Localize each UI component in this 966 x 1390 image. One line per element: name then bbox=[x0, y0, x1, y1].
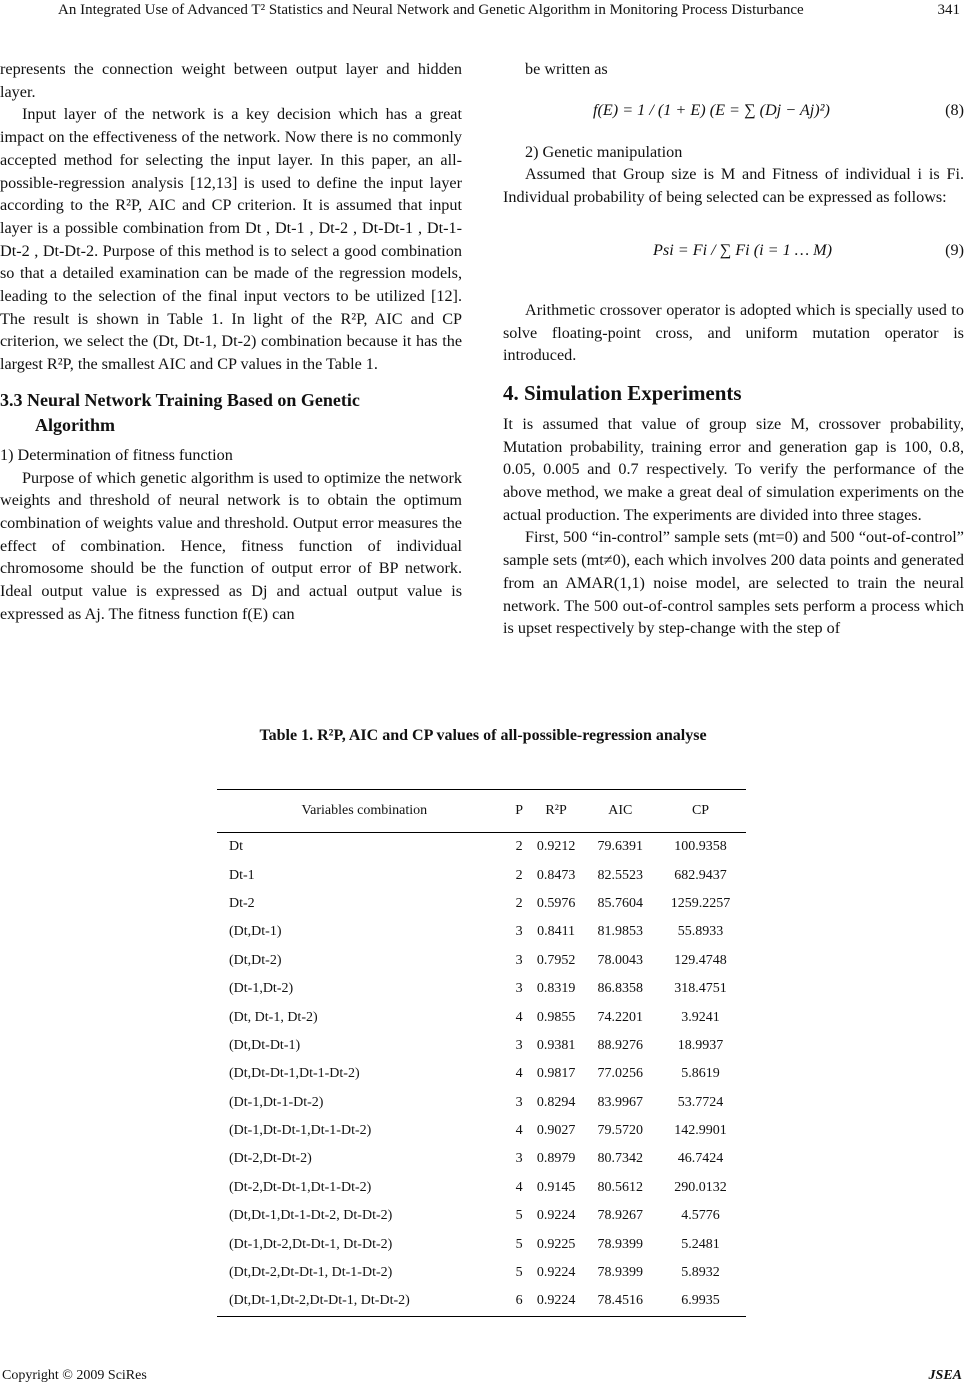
paragraph: Purpose of which genetic algorithm is used to optimize the network weights and threshold of neural network is to obtain the optimum combination of weights value and threshold. Output error measures the effect of combination. Hence, fitness function of individual chromosome should be the function of output error of BP network. Ideal output value is expressed as Dj and actual output value is expressed as Aj. The fitness function f(E) can bbox=[0, 468, 462, 623]
table-cell: (Dt,Dt-1,Dt-2,Dt-Dt-1, Dt-Dt-2) bbox=[217, 1287, 512, 1316]
table-cell: 46.7424 bbox=[677, 1151, 724, 1167]
table-cell: 0.9817 bbox=[536, 1066, 576, 1082]
regression-table bbox=[217, 789, 746, 1317]
table-row bbox=[217, 1089, 746, 1117]
section-heading-line1: 3.3 Neural Network Training Based on Genetic bbox=[0, 389, 360, 410]
table-cell: 79.5720 bbox=[597, 1123, 644, 1139]
table-cell: 81.9853 bbox=[597, 924, 644, 940]
table-cell: (Dt,Dt-Dt-1) bbox=[229, 1037, 301, 1053]
equation-9-number: (9) bbox=[945, 240, 964, 259]
table-cell: (Dt-1,Dt-Dt-1,Dt-1-Dt-2) bbox=[229, 1123, 372, 1139]
table-cell: 74.2201 bbox=[597, 1009, 644, 1025]
table-row bbox=[217, 1145, 746, 1173]
table-cell: 2 bbox=[515, 867, 523, 883]
table-cell: 80.7342 bbox=[597, 1151, 644, 1167]
table-cell: 0.7952 bbox=[536, 952, 576, 968]
table-row bbox=[217, 1060, 746, 1088]
table-cell: (Dt,Dt-2,Dt-Dt-1, Dt-1-Dt-2) bbox=[229, 1265, 393, 1281]
table-row bbox=[217, 1259, 746, 1287]
table-cell: 2 bbox=[515, 895, 523, 911]
table-cell: 78.4516 bbox=[586, 1287, 656, 1316]
table-cell: 0.9224 bbox=[536, 1265, 576, 1281]
table-cell: (Dt,Dt-Dt-1,Dt-1-Dt-2) bbox=[229, 1066, 360, 1082]
table-cell: 0.9224 bbox=[527, 1287, 586, 1316]
table-cell: 88.9276 bbox=[597, 1037, 644, 1053]
table-cell: (Dt-1,Dt-2,Dt-Dt-1, Dt-Dt-2) bbox=[229, 1236, 393, 1252]
subsection-label: 1) Determination of fitness function bbox=[0, 445, 233, 464]
table-cell: 318.4751 bbox=[674, 981, 727, 997]
table-cell: 2 bbox=[515, 839, 523, 855]
table-cell: 4 bbox=[515, 1179, 523, 1195]
table-cell: 682.9437 bbox=[674, 867, 727, 883]
table-header-cell: P bbox=[512, 790, 527, 833]
table-cell: 78.9267 bbox=[597, 1208, 644, 1224]
table-cell: 3 bbox=[515, 952, 523, 968]
paragraph: Assumed that Group size is M and Fitness of individual i is Fi. Individual probability of being selected can be expressed as follows: bbox=[503, 165, 964, 207]
table-row bbox=[217, 861, 746, 889]
page-number: 341 bbox=[937, 2, 960, 18]
table-cell: 5.2481 bbox=[681, 1236, 720, 1252]
table-row bbox=[217, 1003, 746, 1031]
section-heading bbox=[0, 388, 462, 438]
table-cell: 86.8358 bbox=[597, 981, 644, 997]
table-row bbox=[217, 1287, 746, 1316]
table-cell: 3 bbox=[515, 981, 523, 997]
running-title: An Integrated Use of Advanced T² Statistics and Neural Network and Genetic Algorithm in Monitoring Process Disturbance bbox=[58, 2, 804, 18]
equation-9-text: Psi = Fi / ∑ Fi (i = 1 … M) bbox=[653, 240, 833, 259]
table-cell: 290.0132 bbox=[674, 1179, 727, 1195]
subsection-label: 2) Genetic manipulation bbox=[525, 142, 683, 161]
table-cell: 0.8979 bbox=[536, 1151, 576, 1167]
table-cell: 129.4748 bbox=[674, 952, 727, 968]
table-cell: 0.9145 bbox=[536, 1179, 576, 1195]
table-cell: 4 bbox=[515, 1123, 523, 1139]
paragraph: First, 500 “in-control” sample sets (mt=0) and 500 “out-of-control” sample sets (mt≠0), each which involves 200 data points and generated from an AMAR(1,1) noise model, are selected to train the neural network. The 500 out-of-control samples sets perform a process which is upset respectively by step-change with the step of bbox=[503, 528, 964, 638]
paragraph: Arithmetic crossover operator is adopted which is specially used to solve floating-point cross, and uniform mutation operator is introduced. bbox=[503, 300, 964, 365]
table-cell: 82.5523 bbox=[597, 867, 644, 883]
table-cell: 3.9241 bbox=[681, 1009, 720, 1025]
table-cell: (Dt,Dt-1) bbox=[229, 924, 282, 940]
table-cell: Dt-2 bbox=[229, 895, 255, 911]
table-cell: 1259.2257 bbox=[670, 895, 731, 911]
table-cell: 0.9027 bbox=[536, 1123, 576, 1139]
table-header-cell: CP bbox=[655, 790, 746, 833]
equation-9 bbox=[503, 209, 964, 299]
table-cell: 142.9901 bbox=[674, 1123, 727, 1139]
table-row bbox=[217, 890, 746, 918]
table-cell: 0.9225 bbox=[536, 1236, 576, 1252]
table-cell: 3 bbox=[515, 924, 523, 940]
table-cell: 0.8473 bbox=[536, 867, 576, 883]
table-header-row bbox=[217, 790, 746, 833]
table-cell: 83.9967 bbox=[597, 1094, 644, 1110]
paragraph: Input layer of the network is a key decision which has a great impact on the effectiveness of the network. Now there is no commonly accepted method for selecting the input layer. In this paper, an all-possible-regression analysis [12,13] is used to define the input layer according to the R²P, AIC and CP criterion. It is assumed that input layer is a possible combination from Dt , Dt-1 , Dt-2 , Dt-Dt-1 , Dt-1-Dt-2 , Dt-Dt-2. Purpose of this method is to select a good combination so that a detailed examination can be made of the regression models, leading to the selection of the final input vectors to be utilized [12]. The result is shown in Table 1. In light of the R²P, AIC and CP criterion, we select the (Dt, Dt-1, Dt-2) combination because it has the largest R²P, the smallest AIC and CP values in the Table 1. bbox=[0, 105, 462, 374]
equation-8 bbox=[503, 81, 964, 141]
table-row bbox=[217, 1032, 746, 1060]
table-cell: (Dt-1,Dt-1-Dt-2) bbox=[229, 1094, 324, 1110]
table-cell: 0.8411 bbox=[537, 924, 576, 940]
table-header-cell: R²P bbox=[527, 790, 586, 833]
table-cell: 5 bbox=[515, 1236, 523, 1252]
journal-name: JSEA bbox=[928, 1368, 962, 1383]
table-row bbox=[217, 1230, 746, 1258]
table-cell: 0.9224 bbox=[536, 1208, 576, 1224]
table-cell: 78.0043 bbox=[597, 952, 644, 968]
copyright: Copyright © 2009 SciRes bbox=[2, 1368, 147, 1383]
table-cell: (Dt-2,Dt-Dt-1,Dt-1-Dt-2) bbox=[229, 1179, 372, 1195]
table-cell: 3 bbox=[515, 1094, 523, 1110]
table-cell: 0.8294 bbox=[536, 1094, 576, 1110]
table-cell: 5.8932 bbox=[681, 1265, 720, 1281]
page-header bbox=[0, 0, 966, 30]
table-cell: 3 bbox=[515, 1151, 523, 1167]
table-cell: 4 bbox=[515, 1066, 523, 1082]
table-cell: 53.7724 bbox=[677, 1094, 724, 1110]
table-caption: Table 1. R²P, AIC and CP values of all-possible-regression analyse bbox=[259, 727, 707, 744]
table-cell: 5 bbox=[515, 1208, 523, 1224]
equation-8-text: f(E) = 1 / (1 + E) (E = ∑ (Dj − Aj)²) bbox=[593, 100, 830, 119]
table-cell: 0.9212 bbox=[536, 839, 576, 855]
table-cell: 0.8319 bbox=[536, 981, 576, 997]
table-row bbox=[217, 1117, 746, 1145]
table-cell: 100.9358 bbox=[674, 839, 727, 855]
table-cell: 85.7604 bbox=[597, 895, 644, 911]
table-cell: (Dt,Dt-2) bbox=[229, 952, 282, 968]
paragraph: It is assumed that value of group size M, crossover probability, Mutation probability, training error and generation gap is 100, 0.8, 0.05, 0.005 and 0.7 respectively. To verify the performance of the above method, we make a great deal of simulation experiments on the actual production. The experiments are divided into three stages. bbox=[503, 414, 964, 524]
table-cell: 80.5612 bbox=[597, 1179, 644, 1195]
paragraph: represents the connection weight between output layer and hidden layer. bbox=[0, 60, 462, 101]
right-column bbox=[503, 58, 964, 640]
table-cell: 77.0256 bbox=[597, 1066, 644, 1082]
table-row bbox=[217, 947, 746, 975]
table-row bbox=[217, 1202, 746, 1230]
section-heading-line2: Algorithm bbox=[35, 414, 115, 435]
table-cell: 78.9399 bbox=[597, 1265, 644, 1281]
table-cell: 5 bbox=[515, 1265, 523, 1281]
paragraph: be written as bbox=[525, 60, 608, 78]
table-cell: (Dt, Dt-1, Dt-2) bbox=[229, 1009, 318, 1025]
table-row bbox=[217, 833, 746, 862]
table-cell: 78.9399 bbox=[597, 1236, 644, 1252]
equation-8-number: (8) bbox=[945, 100, 964, 119]
section-heading: 4. Simulation Experiments bbox=[503, 380, 742, 405]
table-cell: 5.8619 bbox=[681, 1066, 720, 1082]
left-column bbox=[0, 58, 462, 625]
table-header-cell: Variables combination bbox=[217, 790, 512, 833]
table-header-cell: AIC bbox=[586, 790, 656, 833]
table-cell: 4.5776 bbox=[681, 1208, 720, 1224]
table-cell: 6.9935 bbox=[655, 1287, 746, 1316]
table-row bbox=[217, 1174, 746, 1202]
table-cell: 6 bbox=[512, 1287, 527, 1316]
table-cell: 0.9855 bbox=[536, 1009, 576, 1025]
table-row bbox=[217, 975, 746, 1003]
table-cell: 0.9381 bbox=[536, 1037, 576, 1053]
table-cell: 18.9937 bbox=[677, 1037, 724, 1053]
table-cell: 55.8933 bbox=[677, 924, 724, 940]
table-cell: (Dt-1,Dt-2) bbox=[229, 981, 294, 997]
table-cell: 0.5976 bbox=[536, 895, 576, 911]
table-row bbox=[217, 918, 746, 946]
table-cell: 3 bbox=[515, 1037, 523, 1053]
table-cell: (Dt,Dt-1,Dt-1-Dt-2, Dt-Dt-2) bbox=[229, 1208, 393, 1224]
table-cell: 79.6391 bbox=[597, 839, 644, 855]
table-cell: Dt-1 bbox=[229, 867, 255, 883]
table-cell: 4 bbox=[515, 1009, 523, 1025]
table-cell: (Dt-2,Dt-Dt-2) bbox=[229, 1151, 312, 1167]
table-cell: Dt bbox=[229, 839, 243, 855]
